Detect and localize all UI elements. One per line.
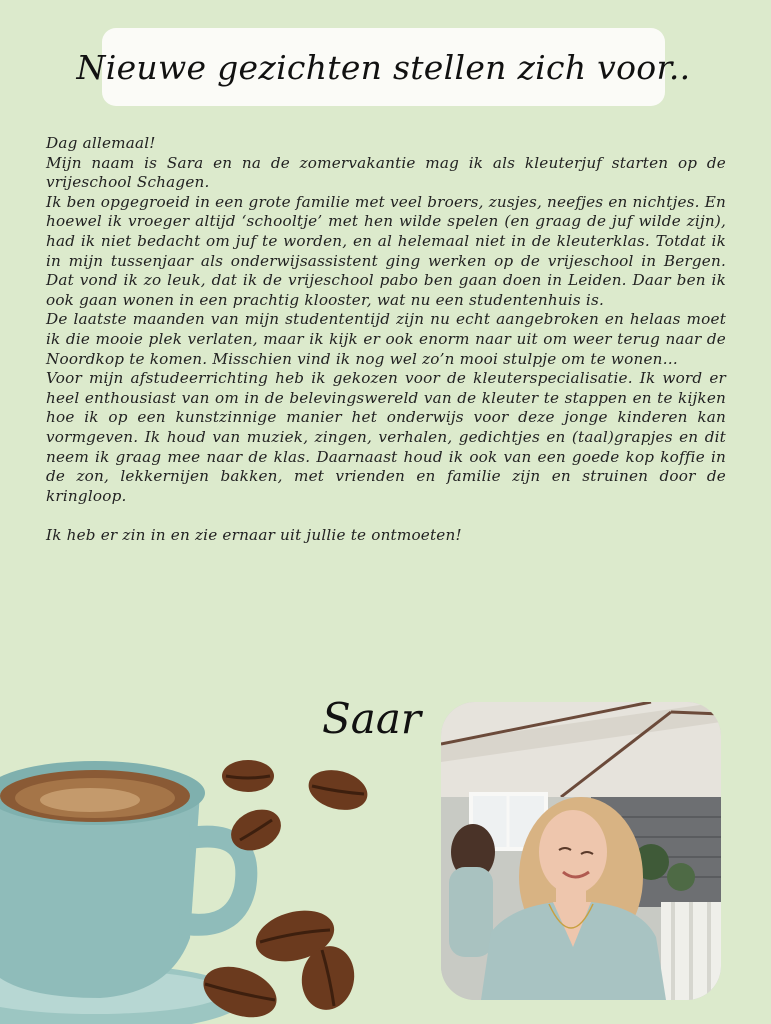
letter-greeting: Dag allemaal! bbox=[46, 134, 156, 152]
coffee-illustration bbox=[0, 748, 380, 1024]
letter-paragraph: Mijn naam is Sara en na de zomervakantie mag ik als kleuterjuf starten op de vrijeschool Schagen. bbox=[46, 153, 726, 192]
letter-body bbox=[46, 134, 726, 545]
portrait-photo bbox=[441, 702, 721, 1000]
letter-paragraph: De laatste maanden van mijn studententijd zijn nu echt aangebroken en helaas moet ik die mooie plek verlaten, maar ik kijk er ook enorm naar uit om weer terug naar de Noordkop te komen. Misschien vind ik nog wel zo’n mooi stulpje om te wonen… bbox=[46, 310, 726, 368]
title-box bbox=[76, 28, 691, 106]
letter-paragraph: Ik ben opgegroeid in een grote familie met veel broers, zusjes, neefjes en nichtjes. En hoewel ik vroeger altijd ‘schooltje’ met hen wilde spelen (en graag de juf wilde zijn), had ik niet bedacht om juf te worden, en al helemaal niet in de kleuterklas. Totdat ik in mijn tussenjaar als onderwijsassistent ging werken op de vrijeschool in Bergen. Dat vond ik zo leuk, dat ik de vrijeschool pabo ben gaan doen in Leiden. Daar ben ik ook gaan wonen in een prachtig klooster, wat nu een studentenhuis is. bbox=[46, 192, 726, 309]
page-title: Nieuwe gezichten stellen zich voor.. bbox=[76, 47, 691, 87]
signature: Saar bbox=[322, 694, 421, 743]
letter-closing: Ik heb er zin in en zie ernaar uit jullie te ontmoeten! bbox=[46, 525, 462, 544]
letter-paragraph: Voor mijn afstudeerrichting heb ik gekozen voor de kleuterspecialisatie. Ik word er heel enthousiast van om in de belevingswereld van de kleuter te stappen en te kijken hoe ik op een kunstzinnige manier het onderwijs voor deze jonge kinderen kan vormgeven. Ik houd van muziek, zingen, verhalen, gedichtjes en (taal)grapjes en dit neem ik graag mee naar de klas. Daarnaast houd ik ook van een goede kop koffie in de zon, lekkernijen bakken, met vrienden en familie zijn en struinen door de kringloop. bbox=[46, 369, 726, 505]
